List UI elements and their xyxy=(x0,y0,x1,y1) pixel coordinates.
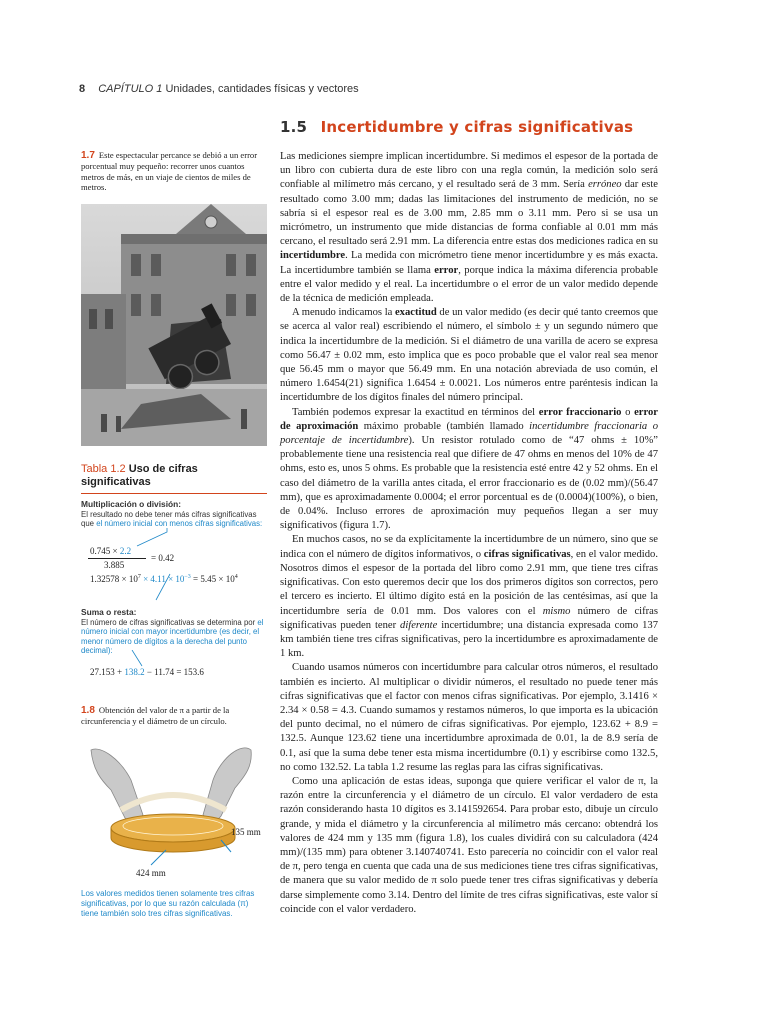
right-hand xyxy=(203,748,251,820)
p4-emphasis-2: diferente xyxy=(400,619,438,631)
p2-text-b: de un valor medido (es decir qué tanto creemos que se acerca al valor real) escribiendo el número, el símbolo ± y un segundo número que indica la incertidumbre de la medición. Si el diámetro de una varilla de acero se expresa como 56.47 ± 0.02 mm, esto implica que es poco probable que el valor real sea menor que 56.45 mm o mayor que 56.49 mm. En una notación abreviada de uso común, el número 1.6454(21) significa 1.6454 ± 0.0021. Los números entre paréntesis indican la incertidumbre de los dígitos finales del número principal. xyxy=(280,307,658,404)
example-1-numerator xyxy=(90,546,131,556)
mult-rule-text: El resultado no debe tener más cifras significativas que xyxy=(81,510,257,529)
paragraph-6: Como una aplicación de estas ideas, suponga que quiere verificar el valor de π, la razón entre la circunferencia y el diámetro de un círculo. El valor verdadero de esta razón considerando hasta 10 dígitos es 3.141592654. Para probar esto, dibuje un círculo grande, y mida el diámetro y la circunferencia al milímetro más cercano: obtendrá los valores de 424 mm y 135 mm (figura 1.8), los cuales dividirá con su calculadora (424 mm)/(135 mm) para obtener 3.140740741. Esto parecería no coincidir con el valor real de π, pero tenga en cuenta que cada una de sus mediciones tiene tres cifras significativas, de manera que su valor medido de π solo puede tener tres cifras significativas y debería darse simplemente como 3.14. Dentro del límite de tres cifras significativas, este valor sí coincide con el valor verdadero. xyxy=(280,775,658,915)
train-crash-photo xyxy=(81,204,267,446)
figure-number: 1.8 xyxy=(81,705,95,716)
ex1-num-part: 0.745 × xyxy=(90,546,120,556)
chapter-title: Unidades, cantidades físicas y vectores xyxy=(165,83,359,95)
p1-emphasis: erróneo xyxy=(588,179,622,191)
p1-bold-2: error xyxy=(434,264,459,276)
p4-text-d: incertidumbre; una distancia expresada como 137 km también tiene tres cifras significativas, pero la incertidumbre es aproximadamente de 1 km. xyxy=(280,619,658,660)
p4-text-c: número de cifras significativas pueden tener xyxy=(280,605,658,631)
p4-text-a: En muchos casos, no se da explícitamente la incertidumbre de un número, sino que se indica con el número de dígitos informativos, o xyxy=(280,534,658,560)
page-number: 8 xyxy=(79,83,86,95)
ex2-b: × 4.11 × 10 xyxy=(143,574,185,584)
diameter-label: 135 mm xyxy=(231,827,261,837)
mult-heading: Multiplicación o división: xyxy=(81,499,182,509)
connector-lines xyxy=(132,528,192,608)
paragraph-1 xyxy=(280,150,658,306)
ex2-a: 1.32578 × 10 xyxy=(90,574,138,584)
p1-text-a: Las mediciones siempre implican incertidumbre. Si medimos el espesor de la portada de un libro con cubierta dura de este libro con una regla común, la medición solo será confiable al milímetro más cercano, y el resultado será de 3 mm. Sería xyxy=(280,151,658,191)
p1-text-c: . La medida con micrómetro tiene menor incertidumbre y es más exacta. La incertidumbre también se llama xyxy=(280,250,658,276)
caption-text: Este espectacular percance se debió a un error porcentual muy pequeño: recorrer unos cuantos metros de más, en un viaje de cientos de miles de metros. xyxy=(81,150,258,193)
sum-heading: Suma o resta: xyxy=(81,607,137,617)
figure-number: 1.7 xyxy=(81,150,95,161)
left-hand xyxy=(91,749,143,820)
figure-1-7-caption xyxy=(81,150,267,193)
example-2 xyxy=(90,574,238,584)
section-heading xyxy=(280,118,633,136)
p4-text-b: , en el valor medido. Nosotros dimos el espesor de la portada del libro como 2.91 mm, que tiene tres cifras significativas. Con esto queremos decir que los dos primeros dígitos son correctos, pero el tercero es incierto. El último dígito está en la posición de las centésimas, así que la incertidumbre sería de 0.01 mm. Dos valores con el xyxy=(280,548,658,617)
circumference-label: 424 mm xyxy=(136,868,166,878)
chapter-label: CAPÍTULO 1 xyxy=(98,83,163,95)
paragraph-3 xyxy=(280,406,658,534)
p3-bold-1: error fraccionario xyxy=(538,406,622,418)
paragraph-2 xyxy=(280,306,658,405)
p4-bold: cifras significativas xyxy=(483,548,571,560)
example-1-result: = 0.42 xyxy=(151,553,175,563)
p2-text-a: A menudo indicamos la xyxy=(292,307,395,319)
p3-text-a: También podemos expresar la exactitud en términos del xyxy=(292,406,539,418)
p2-bold: exactitud xyxy=(394,307,437,319)
paragraph-4 xyxy=(280,533,658,661)
ex2-a-exp: 7 xyxy=(137,574,141,580)
mult-rule xyxy=(81,510,267,529)
ex2-res-exp: 4 xyxy=(234,574,238,580)
p1-text-d: , porque indica la máxima diferencia probable entre el valor medido y el real. La incertidumbre o el error de un valor medido depende de la técnica de medición empleada. xyxy=(280,264,658,305)
running-header xyxy=(79,83,359,95)
p4-emphasis-1: mismo xyxy=(542,605,571,617)
p1-bold-1: incertidumbre xyxy=(280,250,346,262)
circle-measurement-illustration xyxy=(81,740,271,880)
ex3-blue: 138.2 xyxy=(124,667,145,677)
section-number: 1.5 xyxy=(280,118,308,136)
ex3-a: 27.153 + xyxy=(90,667,125,677)
caption-text: Obtención del valor de π a partir de la circunferencia y el diámetro de un círculo. xyxy=(81,705,230,727)
ex3-b: − 11.74 = 153.6 xyxy=(144,667,204,677)
sum-connector xyxy=(130,650,160,670)
figure-1-8-note: Los valores medidos tienen solamente tres cifras significativas, por lo que su razón calculada (π) tiene también solo tres cifras significativas. xyxy=(81,889,255,918)
figure-1-8-caption xyxy=(81,705,267,727)
ex2-res: = 5.45 × 10 xyxy=(193,574,235,584)
sum-rule-highlight: el número inicial con mayor incertidumbre (es decir, el menor número de dígitos a la derecha del punto decimal): xyxy=(81,618,264,656)
table-1-2-title xyxy=(81,463,267,494)
p1-text-b: dar este resultado como 3.00 mm; dadas las limitaciones del instrumento de medición, no se sabría si el espesor real es de 3.00 mm, 2.85 mm o 3.11 mm. Pero si se usa un micrómetro, un instrumento que mide distancias de forma confiable al 0.01 mm más cercano, el resultado será 2.91 mm. La diferencia entre estas dos mediciones radica en su xyxy=(280,179,658,248)
p3-bold-2: error de aproximación xyxy=(280,406,658,432)
table-title-text: Uso de cifras significativas xyxy=(81,463,198,488)
p3-text-c: máximo probable (también llamado xyxy=(358,420,530,432)
sum-rule xyxy=(81,618,267,656)
table-label: Tabla 1.2 xyxy=(81,463,126,475)
section-title: Incertidumbre y cifras significativas xyxy=(320,118,634,136)
mult-rule-highlight: el número inicial con menos cifras significativas: xyxy=(96,519,263,529)
p3-text-d: ). Un resistor rotulado como de “47 ohms ± 10%” probablemente tiene una resistencia real que difiere de 47 ohms en menos del 10% de 47 ohms, esto es, unos 5 ohms. Es probable que la resistencia esté entre 42 y 52 ohms. En el caso del diámetro de la varilla antes citada, el error fraccionario es de (0.02 mm)/(56.47 mm), que es aproximadamente 0.0004; el error porcentual es de (0.0004)(100%), o bien, de 0.04%. Incluso errores de aproximación muy pequeños llegan a ser muy significativos (figura 1.7). xyxy=(280,435,658,532)
sum-rule-text: El número de cifras significativas se determina por xyxy=(81,618,256,627)
ex1-num-blue: 2.2 xyxy=(119,546,132,556)
paragraph-5: Cuando usamos números con incertidumbre para calcular otros números, el resultado también es incierto. Al multiplicar o dividir números, el resultado no puede tener más cifras significativas que el factor con menos cifras significativas. Por ejemplo, 3.1416 × 2.34 × 0.58 = 4.3. Cuando sumamos y restamos números, lo que importa es la ubicación del punto decimal, no el número de cifras significativas. Por ejemplo, 123.62 + 8.9 = 132.5. Aunque 123.62 tiene una incertidumbre aproximada de 0.01, la de 8.9 sería de 0.1, así que la suma debe tener esta misma incertidumbre (0.1) y escribirse como 132.5, no como 132.52. La tabla 1.2 resume las reglas para las cifras significativas. xyxy=(280,662,658,773)
main-body-text xyxy=(280,150,658,917)
ex2-b-exp: −3 xyxy=(184,574,191,580)
p3-emphasis: incertidumbre fraccionaria o porcentaje de incertidumbre xyxy=(280,420,658,447)
p3-text-b: o xyxy=(621,406,635,418)
example-1-denominator: 3.885 xyxy=(104,560,125,570)
